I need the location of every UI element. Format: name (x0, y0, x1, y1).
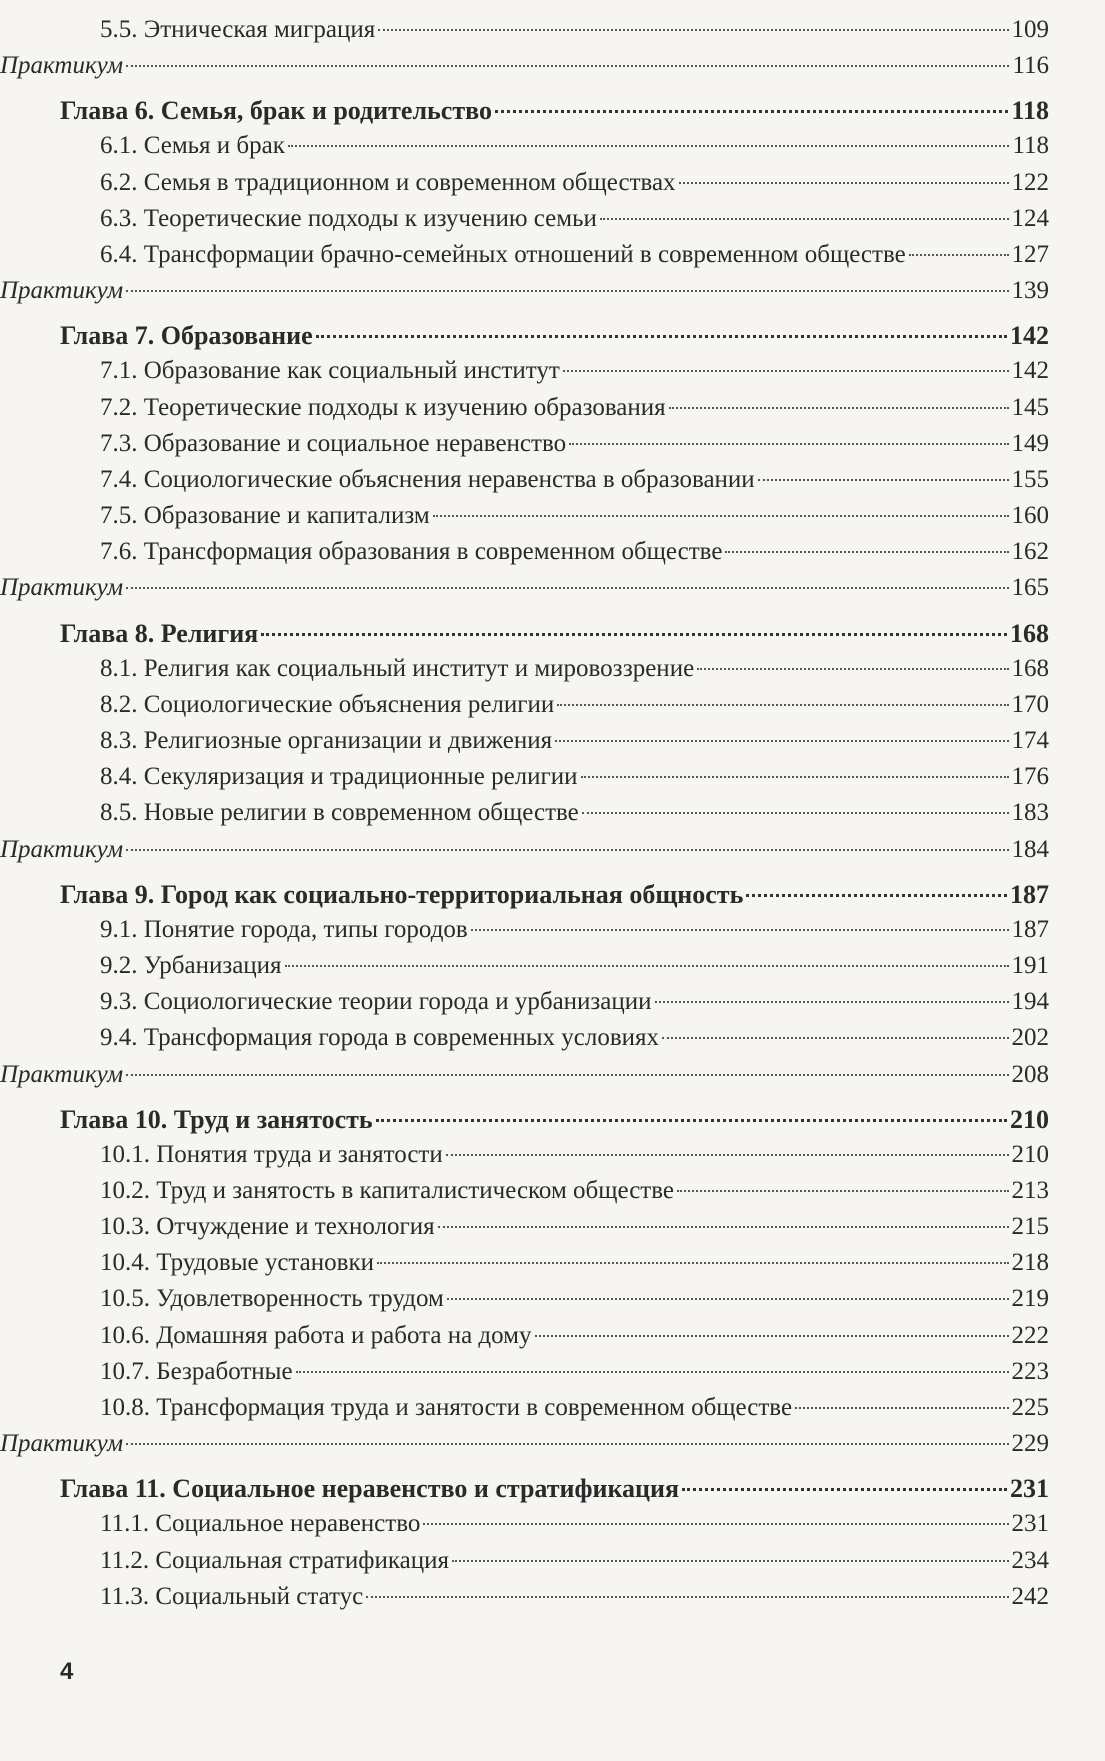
toc-entry-title: 5.5. Этническая миграция (100, 16, 376, 43)
toc-entry-title: 10.3. Отчуждение и технология (100, 1213, 435, 1241)
toc-entry-title: 6.2. Семья в традиционном и современном обществах (100, 168, 676, 196)
toc-entry-page: 222 (1011, 1321, 1049, 1349)
toc-item (0, 1141, 1105, 1177)
toc-practicum (0, 52, 1105, 88)
toc-entry-page: 122 (1011, 168, 1049, 196)
toc-chapter (0, 88, 1105, 132)
toc-entry-page: 210 (1010, 1104, 1049, 1134)
toc-item (0, 655, 1105, 691)
dot-leader (563, 370, 1009, 372)
table-of-contents (0, 16, 1105, 1619)
toc-entry-title: 10.6. Домашняя работа и работа на дому (100, 1321, 532, 1349)
dot-leader (288, 145, 1010, 147)
toc-entry-title: 7.4. Социологические объяснения неравенства в образовании (100, 465, 755, 493)
dot-leader (600, 218, 1009, 220)
toc-entry-page: 168 (1010, 618, 1049, 648)
toc-entry-page: 127 (1011, 240, 1049, 268)
toc-item (0, 502, 1105, 538)
toc-entry-title: 11.2. Социальная стратификация (100, 1546, 449, 1574)
toc-entry-page: 231 (1010, 1474, 1049, 1504)
dot-leader (662, 1037, 1008, 1039)
toc-entry-title: Глава 6. Семья, брак и родительство (60, 96, 492, 126)
toc-entry-page: 202 (1011, 1024, 1049, 1052)
toc-entry-page: 231 (1011, 1510, 1049, 1538)
dot-leader (795, 1407, 1008, 1409)
dot-leader (581, 776, 1009, 778)
toc-practicum (0, 1061, 1105, 1097)
dot-leader (126, 290, 1008, 292)
toc-entry-page: 218 (1011, 1249, 1049, 1277)
toc-entry-page: 213 (1011, 1176, 1049, 1204)
dot-leader (582, 812, 1009, 814)
toc-entry-page: 184 (1011, 835, 1049, 863)
toc-item (0, 1510, 1105, 1546)
toc-entry-page: 165 (1011, 574, 1049, 602)
toc-entry-page: 118 (1012, 132, 1049, 160)
toc-item (0, 1394, 1105, 1430)
dot-leader (669, 407, 1009, 409)
toc-entry-title: 11.1. Социальное неравенство (100, 1510, 421, 1538)
toc-item (0, 394, 1105, 430)
dot-leader (316, 335, 1007, 338)
toc-entry-title: 10.2. Труд и занятость в капиталистическом обществе (100, 1176, 674, 1204)
dot-leader (296, 1371, 1009, 1373)
toc-entry-page: 160 (1011, 502, 1049, 530)
dot-leader (446, 1154, 1009, 1156)
toc-practicum (0, 1430, 1105, 1466)
toc-entry-page: 191 (1011, 951, 1049, 979)
toc-entry-title: 10.8. Трансформация труда и занятости в современном обществе (100, 1394, 793, 1421)
toc-entry-page: 219 (1011, 1285, 1049, 1313)
toc-item (0, 1583, 1105, 1619)
dot-leader (679, 182, 1009, 184)
toc-entry-title: 8.5. Новые религии в современном обществе (100, 799, 579, 827)
dot-leader (126, 849, 1008, 851)
dot-leader (452, 1560, 1009, 1562)
toc-entry-title: Глава 10. Труд и занятость (60, 1104, 373, 1134)
toc-entry-title: 8.1. Религия как социальный институт и мировоззрение (100, 654, 695, 682)
toc-entry-page: 170 (1011, 690, 1049, 718)
dot-leader (535, 1335, 1009, 1337)
toc-entry-page: 162 (1011, 538, 1049, 566)
toc-item (0, 1322, 1105, 1358)
toc-entry-title: 10.7. Безработные (100, 1357, 293, 1385)
toc-item (0, 430, 1105, 466)
dot-leader (126, 1074, 1008, 1076)
toc-entry-title: Глава 11. Социальное неравенство и стратификация (60, 1474, 680, 1504)
toc-item (0, 357, 1105, 393)
toc-entry-title: 9.2. Урбанизация (100, 951, 282, 979)
toc-practicum (0, 574, 1105, 610)
toc-item (0, 916, 1105, 952)
toc-entry-title: 7.1. Образование как социальный институт (100, 357, 560, 385)
dot-leader (746, 894, 1007, 897)
toc-item (0, 1213, 1105, 1249)
dot-leader (557, 704, 1008, 706)
toc-item (0, 16, 1105, 52)
toc-entry-page: 194 (1011, 988, 1049, 1016)
dot-leader (366, 1596, 1008, 1598)
toc-entry-page: 109 (1011, 16, 1049, 43)
dot-leader (438, 1226, 1009, 1228)
toc-entry-page: 149 (1011, 429, 1049, 457)
toc-item (0, 241, 1105, 277)
toc-item (0, 1547, 1105, 1583)
toc-entry-page: 229 (1011, 1430, 1049, 1458)
toc-entry-title: Практикум (0, 1430, 124, 1458)
dot-leader (126, 65, 1009, 67)
toc-item (0, 1177, 1105, 1213)
toc-entry-page: 215 (1011, 1213, 1049, 1241)
dot-leader (725, 551, 1008, 553)
dot-leader (677, 1190, 1009, 1192)
toc-entry-page: 116 (1012, 52, 1049, 80)
dot-leader (697, 668, 1008, 670)
toc-entry-page: 210 (1011, 1140, 1049, 1168)
dot-leader (555, 740, 1008, 742)
toc-entry-title: 6.1. Семья и брак (100, 132, 285, 160)
toc-entry-page: 118 (1011, 96, 1049, 126)
toc-entry-page: 225 (1011, 1394, 1049, 1421)
dot-leader (471, 929, 1009, 931)
dot-leader (909, 254, 1009, 256)
toc-entry-page: 142 (1010, 321, 1049, 351)
toc-entry-title: 8.3. Религиозные организации и движения (100, 727, 553, 754)
toc-item (0, 132, 1105, 168)
dot-leader (126, 1443, 1008, 1445)
toc-item (0, 1358, 1105, 1394)
toc-entry-title: 8.2. Социологические объяснения религии (100, 690, 555, 718)
toc-entry-title: 7.2. Теоретические подходы к изучению образования (100, 393, 666, 421)
dot-leader (377, 1262, 1009, 1264)
toc-entry-page: 187 (1010, 879, 1049, 909)
toc-entry-page: 183 (1011, 799, 1049, 827)
toc-chapter (0, 1466, 1105, 1510)
toc-entry-page: 242 (1011, 1582, 1049, 1610)
toc-entry-title: 11.3. Социальный статус (100, 1582, 364, 1610)
toc-entry-title: 9.4. Трансформация города в современных условиях (100, 1024, 660, 1052)
toc-entry-page: 208 (1011, 1060, 1049, 1088)
toc-item (0, 952, 1105, 988)
toc-entry-title: 10.5. Удовлетворенность трудом (100, 1285, 444, 1313)
toc-item (0, 763, 1105, 799)
toc-entry-page: 168 (1011, 654, 1049, 682)
dot-leader (495, 110, 1008, 113)
toc-item (0, 169, 1105, 205)
dot-leader (758, 479, 1009, 481)
toc-item (0, 988, 1105, 1024)
dot-leader (285, 965, 1009, 967)
toc-entry-page: 155 (1011, 465, 1049, 493)
dot-leader (569, 443, 1008, 445)
toc-item (0, 727, 1105, 763)
toc-entry-page: 142 (1011, 357, 1049, 385)
toc-chapter (0, 313, 1105, 357)
toc-entry-title: Практикум (0, 574, 124, 602)
toc-item (0, 538, 1105, 574)
toc-chapter (0, 872, 1105, 916)
toc-entry-page: 145 (1011, 393, 1049, 421)
toc-item (0, 1285, 1105, 1321)
toc-entry-page: 234 (1011, 1546, 1049, 1574)
toc-entry-page: 176 (1011, 763, 1049, 791)
toc-item (0, 1024, 1105, 1060)
toc-item (0, 799, 1105, 835)
toc-entry-page: 223 (1011, 1357, 1049, 1385)
dot-leader (378, 29, 1008, 31)
toc-entry-title: 9.1. Понятие города, типы городов (100, 915, 468, 943)
dot-leader (126, 587, 1008, 589)
toc-item (0, 205, 1105, 241)
toc-item (0, 466, 1105, 502)
toc-chapter (0, 611, 1105, 655)
dot-leader (376, 1119, 1007, 1122)
toc-entry-title: 10.1. Понятия труда и занятости (100, 1140, 443, 1168)
toc-entry-title: Практикум (0, 52, 124, 80)
page-number: 4 (60, 1658, 74, 1685)
toc-entry-title: 9.3. Социологические теории города и урбанизации (100, 988, 652, 1016)
toc-item (0, 1249, 1105, 1285)
dot-leader (423, 1523, 1008, 1525)
toc-entry-page: 174 (1011, 727, 1049, 754)
toc-entry-title: 7.3. Образование и социальное неравенство (100, 429, 567, 457)
toc-practicum (0, 836, 1105, 872)
toc-entry-title: Практикум (0, 277, 124, 305)
toc-entry-title: Глава 8. Религия (60, 618, 259, 648)
toc-entry-title: 7.6. Трансформация образования в современном обществе (100, 538, 723, 566)
toc-entry-title: Практикум (0, 835, 124, 863)
toc-item (0, 691, 1105, 727)
dot-leader (655, 1001, 1009, 1003)
dot-leader (433, 515, 1009, 517)
toc-chapter (0, 1097, 1105, 1141)
toc-entry-title: 7.5. Образование и капитализм (100, 502, 430, 530)
toc-entry-title: 6.3. Теоретические подходы к изучению семьи (100, 204, 597, 232)
toc-entry-title: 8.4. Секуляризация и традиционные религии (100, 763, 578, 791)
toc-entry-page: 139 (1011, 277, 1049, 305)
toc-entry-title: Глава 9. Город как социально-территориальная общность (60, 879, 744, 909)
dot-leader (261, 633, 1007, 636)
toc-entry-page: 124 (1011, 204, 1049, 232)
dot-leader (447, 1298, 1009, 1300)
dot-leader (682, 1488, 1007, 1491)
toc-entry-page: 187 (1011, 915, 1049, 943)
toc-entry-title: 6.4. Трансформации брачно-семейных отношений в современном обществе (100, 240, 906, 268)
toc-entry-title: Глава 7. Образование (60, 321, 313, 351)
toc-practicum (0, 277, 1105, 313)
toc-entry-title: Практикум (0, 1060, 124, 1088)
toc-entry-title: 10.4. Трудовые установки (100, 1249, 374, 1277)
